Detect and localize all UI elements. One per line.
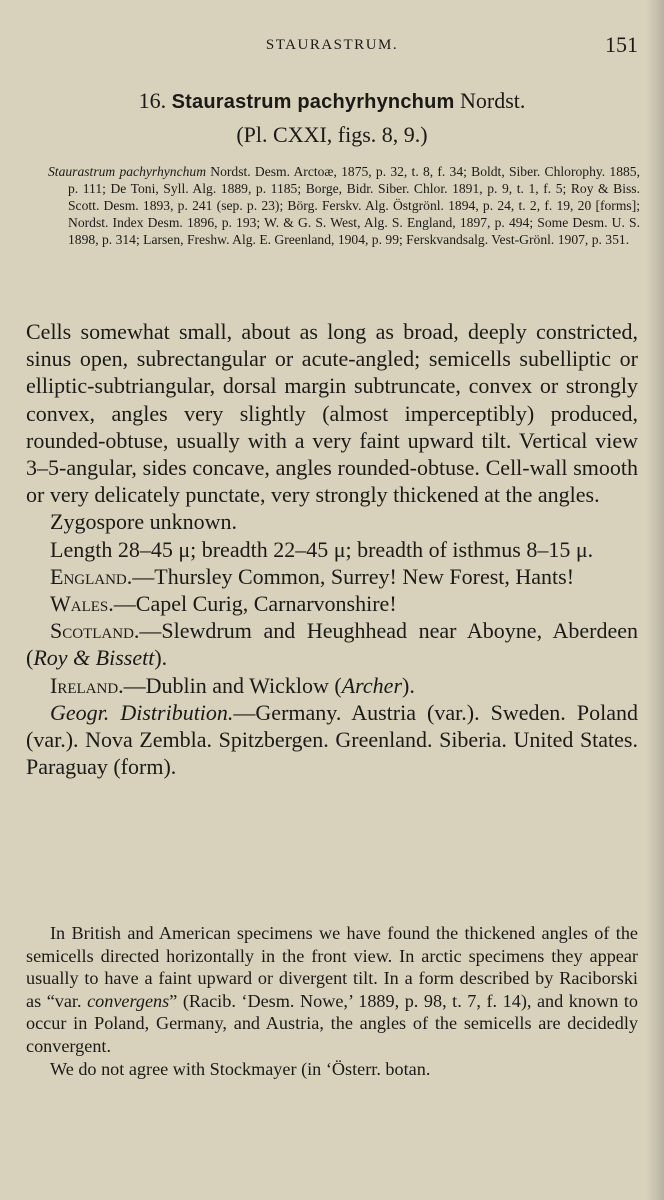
species-authority: Nordst. xyxy=(459,88,526,113)
note-text: ” (Racib. ‘Desm. Nowe,’ 1889, p. 98, t. 7, f. 14), and known to occur in Poland, Germany, and Austria, the angles of the semicells are decidedly convergent. xyxy=(26,990,638,1056)
locality-close: ). xyxy=(154,645,168,671)
running-title: STAURASTRUM. xyxy=(265,37,399,53)
description-block xyxy=(26,318,638,780)
synonymy-block xyxy=(48,163,640,248)
synonymy-line: 1907, p. 351. xyxy=(557,232,630,247)
locality-text: —Dublin and Wicklow ( xyxy=(123,672,342,698)
synonymy-line: f. 19, 20 [forms]; Nordst. Index Desm. 1896, p. 193; W. & G. S. West, xyxy=(68,198,641,230)
note-text: In British and American specimens we have found the thickened angles of the semicells directed horizontally in the front view. In arctic specimens they appear usually to have a faint upward or divergent tilt. In a form described by Raciborski as “var. xyxy=(26,923,638,1011)
synonymy-line: 1893, p. 241 (sep. p. 23); Börg. Ferskv. Alg. Östgrönl. 1894, p. 24, t. 2, xyxy=(142,198,541,213)
synonymy-lead-name: Staurastrum pachyrhynchum xyxy=(48,164,207,179)
note-paragraph: We do not agree with Stockmayer (in ‘Österr. botan. xyxy=(50,1058,431,1079)
variety-name: convergens xyxy=(87,990,170,1011)
notes-block xyxy=(26,922,638,1080)
collector-name: Archer xyxy=(341,672,403,698)
locality-label: Ireland. xyxy=(50,672,124,698)
locality-text: —Slewdrum and Heughhead near Aboyne, Aberdeen ( xyxy=(26,618,638,671)
cell-description: Cells somewhat small, about as long as broad, deeply constricted, sinus open, subrectangular or acute-angled; semicells subelliptic or elliptic-subtriangular, dorsal margin subtruncate, convex or strongly convex, angles very slightly (almost imperceptibly) produced, rounded-obtuse, usually with a very faint upward tilt. Vertical view 3–5-angular, sides concave, angles rounded-obtuse. Cell-wall smooth or very delicately punctate, very strongly thickened at the angles. xyxy=(26,319,638,508)
locality-label: Wales. xyxy=(50,591,114,617)
locality-label: England. xyxy=(50,563,133,589)
plate-reference: (Pl. CXXI, figs. 8, 9.) xyxy=(236,122,428,147)
locality-scotland xyxy=(26,617,638,671)
running-head xyxy=(26,32,638,62)
geographic-distribution xyxy=(26,699,638,781)
synonymy-line: Alg. S. England, 1897, p. 494; Some Desm. U. S. 1898, p. 314; Larsen, xyxy=(68,215,641,247)
locality-wales xyxy=(26,590,638,617)
note-paragraph xyxy=(26,922,638,1058)
collector-name: Roy & Bissett xyxy=(33,645,155,671)
locality-ireland xyxy=(26,672,638,699)
zygospore-note: Zygospore unknown. xyxy=(50,509,237,535)
synonymy-line: Borge, Bidr. Siber. Chlor. 1891, p. 9, t. 1, f. 5; Roy & Biss. Scott. Desm. xyxy=(68,181,640,213)
species-name: Staurastrum pachyrhynchum xyxy=(171,91,455,113)
synonymy-line: Boldt, Siber. Chlorophy. 1885, p. 111; De Toni, Syll. Alg. 1889, p. 1185; xyxy=(68,164,641,196)
locality-text: —Capel Curig, Carnarvonshire! xyxy=(113,591,397,617)
distribution-text: —Germany. Austria (var.). Sweden. Poland (var.). Nova Zembla. Spitzbergen. Greenland. Siberia. United States. Paraguay (form). xyxy=(26,699,638,780)
species-number: 16. xyxy=(138,88,167,113)
synonymy-line: Nordst. Desm. Arctoæ, 1875, p. 32, t. 8, f. 34; xyxy=(210,164,467,179)
synonymy-line: Freshw. Alg. E. Greenland, 1904, p. 99; Ferskvandsalg. Vest-Grönl. xyxy=(186,232,555,247)
dimensions: Length 28–45 μ; breadth 22–45 μ; breadth of isthmus 8–15 μ. xyxy=(50,536,594,562)
species-heading xyxy=(26,88,638,114)
locality-england xyxy=(26,563,638,590)
locality-close: ). xyxy=(402,672,415,698)
page-number: 151 xyxy=(605,32,638,57)
distribution-label: Geogr. Distribution. xyxy=(50,699,234,725)
locality-text: —Thursley Common, Surrey! New Forest, Hants! xyxy=(132,563,575,589)
locality-label: Scotland. xyxy=(50,618,140,644)
